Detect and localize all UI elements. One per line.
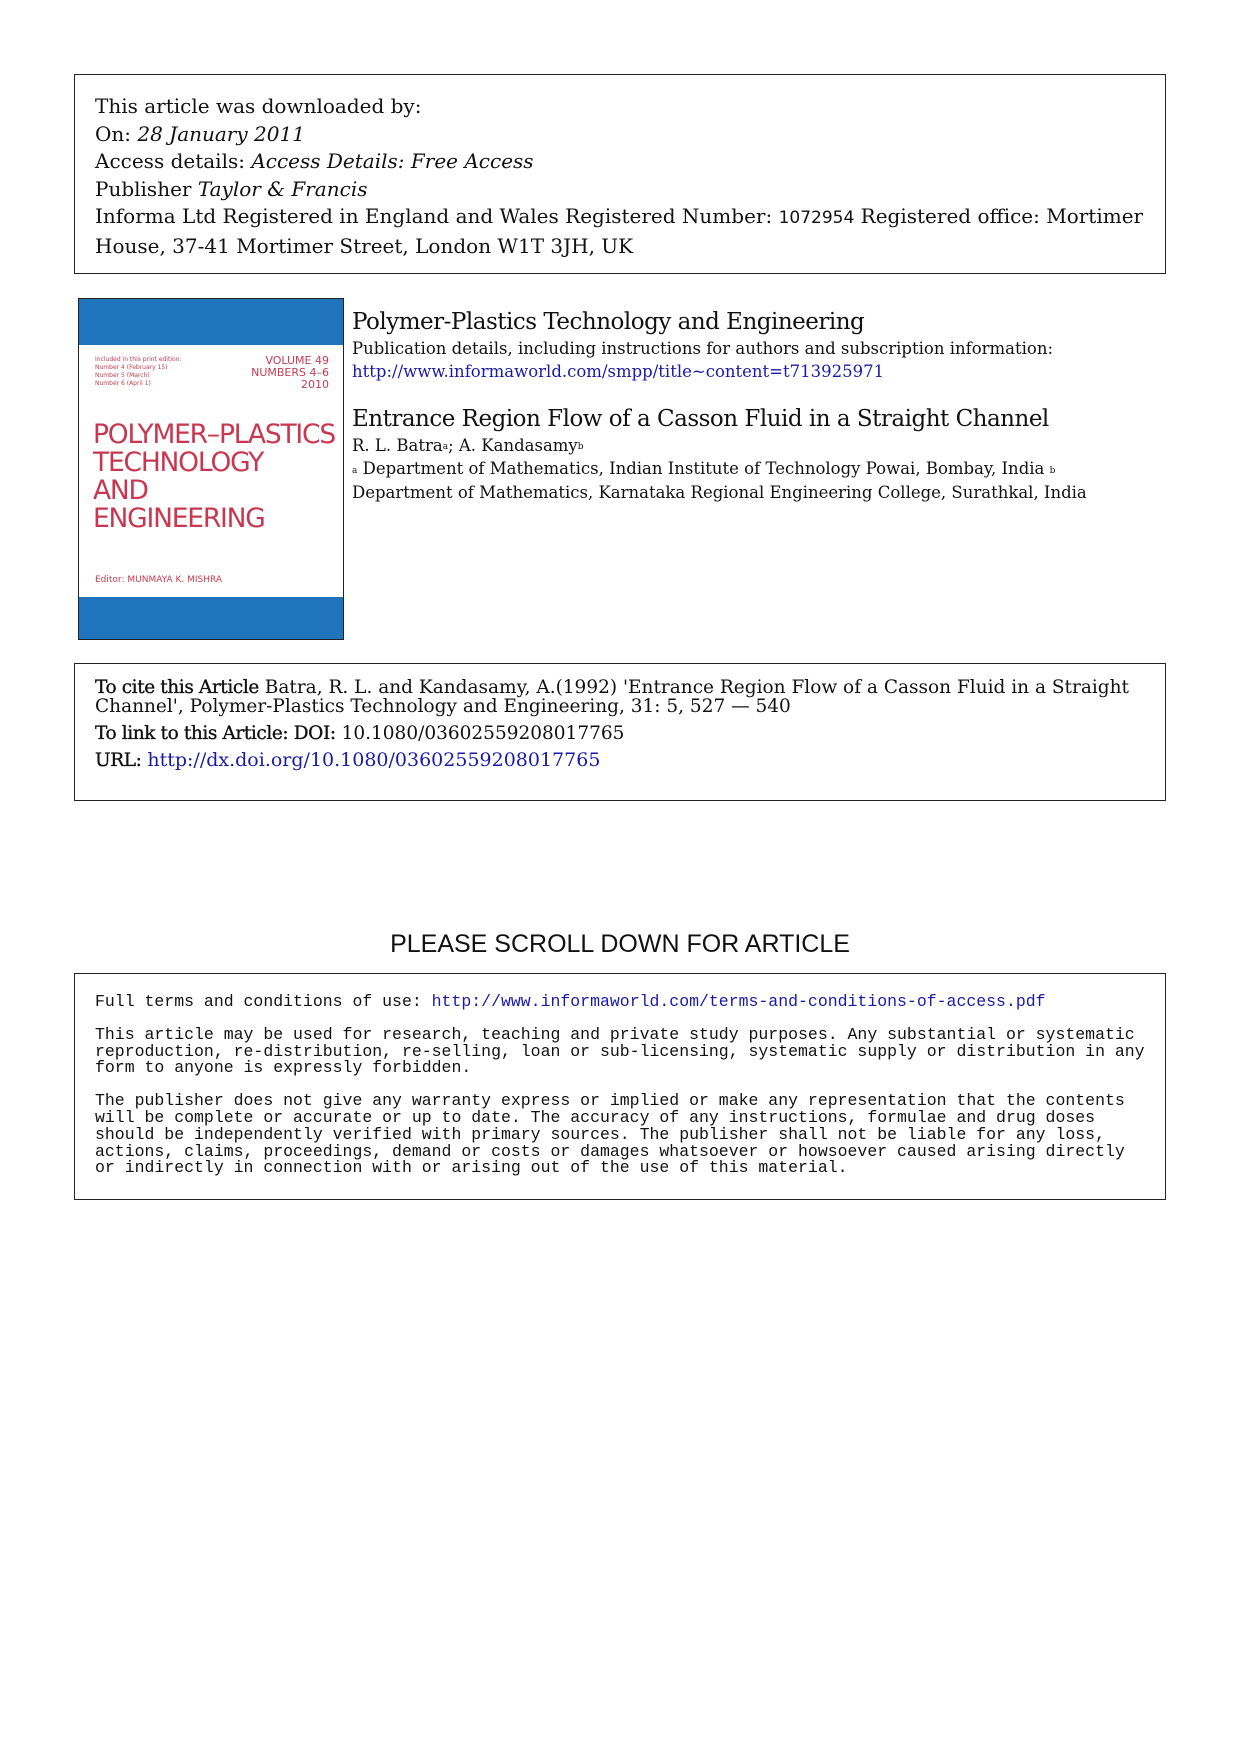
cover-title-line: AND	[93, 475, 148, 506]
cover-top-band	[79, 299, 343, 345]
cite-row	[95, 678, 1145, 716]
informa-registration	[95, 203, 1145, 260]
access-label: Access details:	[95, 149, 245, 173]
affil-marker: a	[352, 466, 358, 476]
doi-value: 10.1080/03602559208017765	[335, 723, 625, 744]
downloaded-by-text: This article was downloaded by:	[95, 94, 422, 118]
article-title: Entrance Region Flow of a Casson Fluid in a Straight Channel	[352, 406, 1049, 432]
informa-number: 1072954	[778, 208, 855, 228]
journal-title: Polymer-Plastics Technology and Engineering	[352, 309, 865, 335]
cover-volume: VOLUME 49	[265, 354, 329, 367]
cover-title-line: TECHNOLOGY	[93, 447, 264, 478]
citation-box	[74, 663, 1166, 801]
article-url-link[interactable]: http://dx.doi.org/10.1080/03602559208017765	[147, 749, 601, 771]
scroll-notice: PLEASE SCROLL DOWN FOR ARTICLE	[390, 930, 850, 958]
terms-box	[74, 973, 1166, 1200]
affiliation-a: Department of Mathematics, Indian Institute of Technology Powai, Bombay, India	[357, 459, 1050, 478]
cover-issue-list	[95, 356, 205, 388]
publication-details: Publication details, including instructions for authors and subscription information:	[352, 339, 1054, 358]
author-name: A. Kandasamy	[458, 436, 578, 455]
download-info-box	[74, 74, 1166, 274]
terms-link[interactable]: http://www.informaworld.com/terms-and-conditions-of-access.pdf	[431, 992, 1046, 1011]
article-affiliations	[352, 457, 1142, 505]
cover-volume-block	[251, 355, 329, 391]
access-value: Access Details: Free Access	[251, 149, 534, 173]
author-affil-marker: a	[442, 442, 449, 452]
url-row	[95, 751, 1145, 770]
journal-cover-image	[78, 298, 344, 640]
informa-post: Registered office: Mortimer House, 37-41 Mortimer Street, London W1T 3JH, UK	[95, 204, 1144, 258]
cover-issue-line: Included in this print edition:	[95, 356, 182, 363]
access-details-line	[95, 148, 1145, 176]
journal-info	[352, 307, 1152, 505]
terms-paragraph-usage: This article may be used for research, teaching and private study purposes. Any substantial or systematic reproduction, re-distribution, re-selling, loan or sub-licensing, systematic supply or distribution in any form to anyone is expressly forbidden.	[95, 1024, 1155, 1078]
affiliation-b: Department of Mathematics, Karnataka Regional Engineering College, Surathkal, India	[352, 483, 1087, 502]
cover-editor: Editor: MUNMAYA K. MISHRA	[95, 575, 223, 585]
download-date: 28 January 2011	[137, 121, 305, 146]
author-name: R. L. Batra	[352, 436, 443, 455]
cover-year: 2010	[301, 378, 329, 391]
cover-title-line: POLYMER–PLASTICS	[93, 419, 335, 450]
download-date-line	[95, 121, 1145, 149]
author-affil-marker: b	[577, 442, 584, 452]
informa-pre: Informa Ltd Registered in England and Wales Registered Number:	[95, 204, 773, 228]
journal-link[interactable]: http://www.informaworld.com/smpp/title~content=t713925971	[352, 362, 885, 381]
article-authors	[352, 434, 1152, 457]
on-label: On:	[95, 121, 132, 146]
full-terms-line	[95, 994, 1145, 1011]
author-separator: ;	[448, 436, 459, 455]
full-terms-label: Full terms and conditions of use:	[95, 992, 432, 1011]
cover-issue-line: Number 4 (February 15)	[95, 364, 168, 371]
publisher-label: Publisher	[95, 176, 192, 201]
cover-issue-line: Number 6 (April 1)	[95, 380, 151, 387]
cite-text: Batra, R. L. and Kandasamy, A.(1992) 'Entrance Region Flow of a Casson Fluid in a Straight Channel', Polymer-Plastics Technology and Engineering, 31: 5, 527 — 540	[95, 677, 1129, 717]
cover-title	[93, 421, 335, 533]
cover-bottom-band	[79, 597, 343, 639]
doi-label: To link to this Article: DOI:	[95, 723, 336, 744]
terms-paragraph-disclaimer: The publisher does not give any warranty express or implied or make any representation that the contents will be complete or accurate or up to date. The accuracy of any instructions, formulae and drug doses should be independently verified with primary sources. The publisher shall not be liable for any loss, actions, claims, proceedings, demand or costs or damages whatsoever or howsoever caused arising directly or indirectly in connection with or arising out of the use of this material.	[95, 1091, 1135, 1178]
publisher-line	[95, 176, 1145, 204]
doi-row	[95, 724, 1145, 743]
affil-marker: b	[1049, 466, 1056, 476]
publisher-value: Taylor & Francis	[197, 176, 368, 201]
cover-title-line: ENGINEERING	[93, 503, 265, 534]
cover-numbers: NUMBERS 4–6	[251, 366, 329, 379]
cite-label: To cite this Article	[95, 677, 259, 698]
cover-issue-line: Number 5 (March)	[95, 372, 150, 379]
url-label: URL:	[95, 750, 142, 771]
